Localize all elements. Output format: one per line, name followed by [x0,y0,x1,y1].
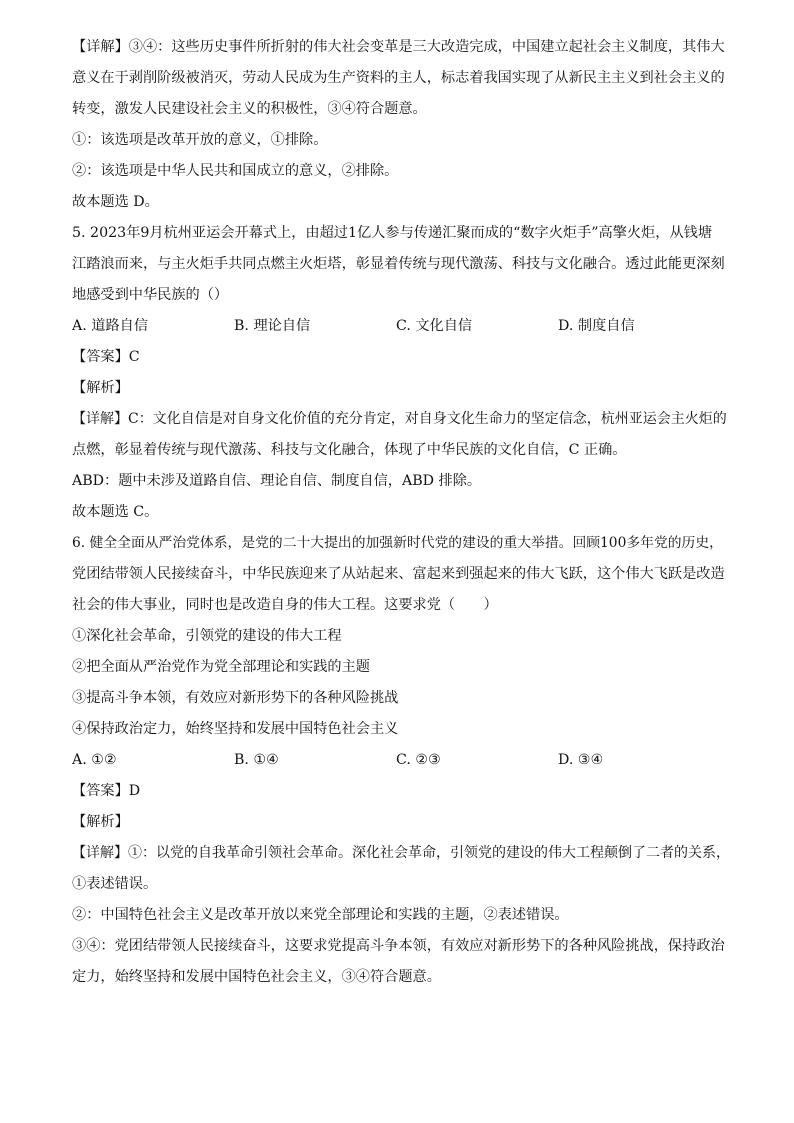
q5-detail-line: 点燃，彰显着传统与现代激荡、科技与文化融合，体现了中华民族的文化自信，C 正确。 [72,442,627,458]
q5-detail-line: 【详解】C：文化自信是对自身文化价值的充分肯定，对自身文化生命力的坚定信念，杭州亚运会主火炬的 [72,411,727,427]
q6-item-4: ④保持政治定力，始终坚持和发展中国特色社会主义 [72,721,399,737]
q6-option-2-note: ②：中国特色社会主义是改革开放以来党全部理论和实践的主题，②表述错误。 [72,907,569,923]
q5-stem-line: 5. 2023年9月杭州亚运会开幕式上，由超过1亿人参与传递汇聚而成的“数字火炬手”高擎火炬，从钱塘 [72,225,713,241]
q5-conclusion: 故本题选 C。 [72,504,159,520]
q6-option-c: C. ②③ [396,752,441,768]
q6-option-a: A. ①② [72,752,117,768]
q6-detail-line: 【详解】①：以党的自我革命引领社会革命。深化社会革命，引领党的建设的伟大工程颠倒了二者的关系， [72,845,730,861]
q6-option-34-note: 定力，始终坚持和发展中国特色社会主义，③④符合题意。 [72,969,441,985]
q5-option-d: D. 制度自信 [558,318,635,334]
q6-item-3: ③提高斗争本领，有效应对新形势下的各种风险挑战 [72,690,399,706]
q5-option-a: A. 道路自信 [72,318,149,334]
q6-item-1: ①深化社会革命，引领党的建设的伟大工程 [72,628,342,644]
q6-analysis-label: 【解析】 [72,814,129,830]
q5-option-c: C. 文化自信 [396,318,473,334]
question-5 [72,218,732,528]
q5-option-b: B. 理论自信 [234,318,311,334]
q6-answer: 【答案】D [72,783,141,799]
q4-detail-line: 意义在于剥削阶级被消灭，劳动人民成为生产资料的主人，标志着我国实现了从新民主主义到社会主义的 [72,70,725,86]
q6-stem-line: 党团结带领人民接续奋斗，中华民族迎来了从站起来、富起来到强起来的伟大飞跃，这个伟大飞跃是改造 [72,566,725,582]
q5-answer: 【答案】C [72,349,140,365]
q5-stem-line: 江踏浪而来，与主火炬手共同点燃主火炬塔，彰显着传统与现代激荡、科技与文化融合。透过此能更深刻 [72,256,725,272]
q6-option-34-note: ③④：党团结带领人民接续奋斗，这要求党提高斗争本领，有效应对新形势下的各种风险挑战，保持政治 [72,938,725,954]
q4-option-2-note: ②：该选项是中华人民共和国成立的意义，②排除。 [72,163,399,179]
q6-option-d: D. ③④ [558,752,604,768]
q4-detail-section [72,32,732,218]
q4-conclusion: 故本题选 D。 [72,194,159,210]
q6-item-2: ②把全面从严治党作为党全部理论和实践的主题 [72,659,370,675]
q6-stem-line: 社会的伟大事业，同时也是改造自身的伟大工程。这要求党（ ） [72,597,498,613]
document-page [72,32,732,993]
q6-option-b: B. ①④ [234,752,279,768]
q5-analysis-label: 【解析】 [72,380,129,396]
q6-detail-line: ①表述错误。 [72,876,158,892]
q6-stem-line: 6. 健全全面从严治党体系，是党的二十大提出的加强新时代党的建设的重大举措。回顾100多年党的历史， [72,535,723,551]
q4-detail-line: 【详解】③④：这些历史事件所折射的伟大社会变革是三大改造完成，中国建立起社会主义制度，其伟大 [72,39,725,55]
q4-option-1-note: ①：该选项是改革开放的意义，①排除。 [72,132,328,148]
question-6 [72,528,732,993]
q5-options [72,311,732,342]
q5-abd-note: ABD：题中未涉及道路自信、理论自信、制度自信，ABD 排除。 [72,473,482,489]
q6-options [72,745,732,776]
q5-stem-line: 地感受到中华民族的（） [72,287,229,303]
q4-detail-line: 转变，激发人民建设社会主义的积极性，③④符合题意。 [72,101,427,117]
